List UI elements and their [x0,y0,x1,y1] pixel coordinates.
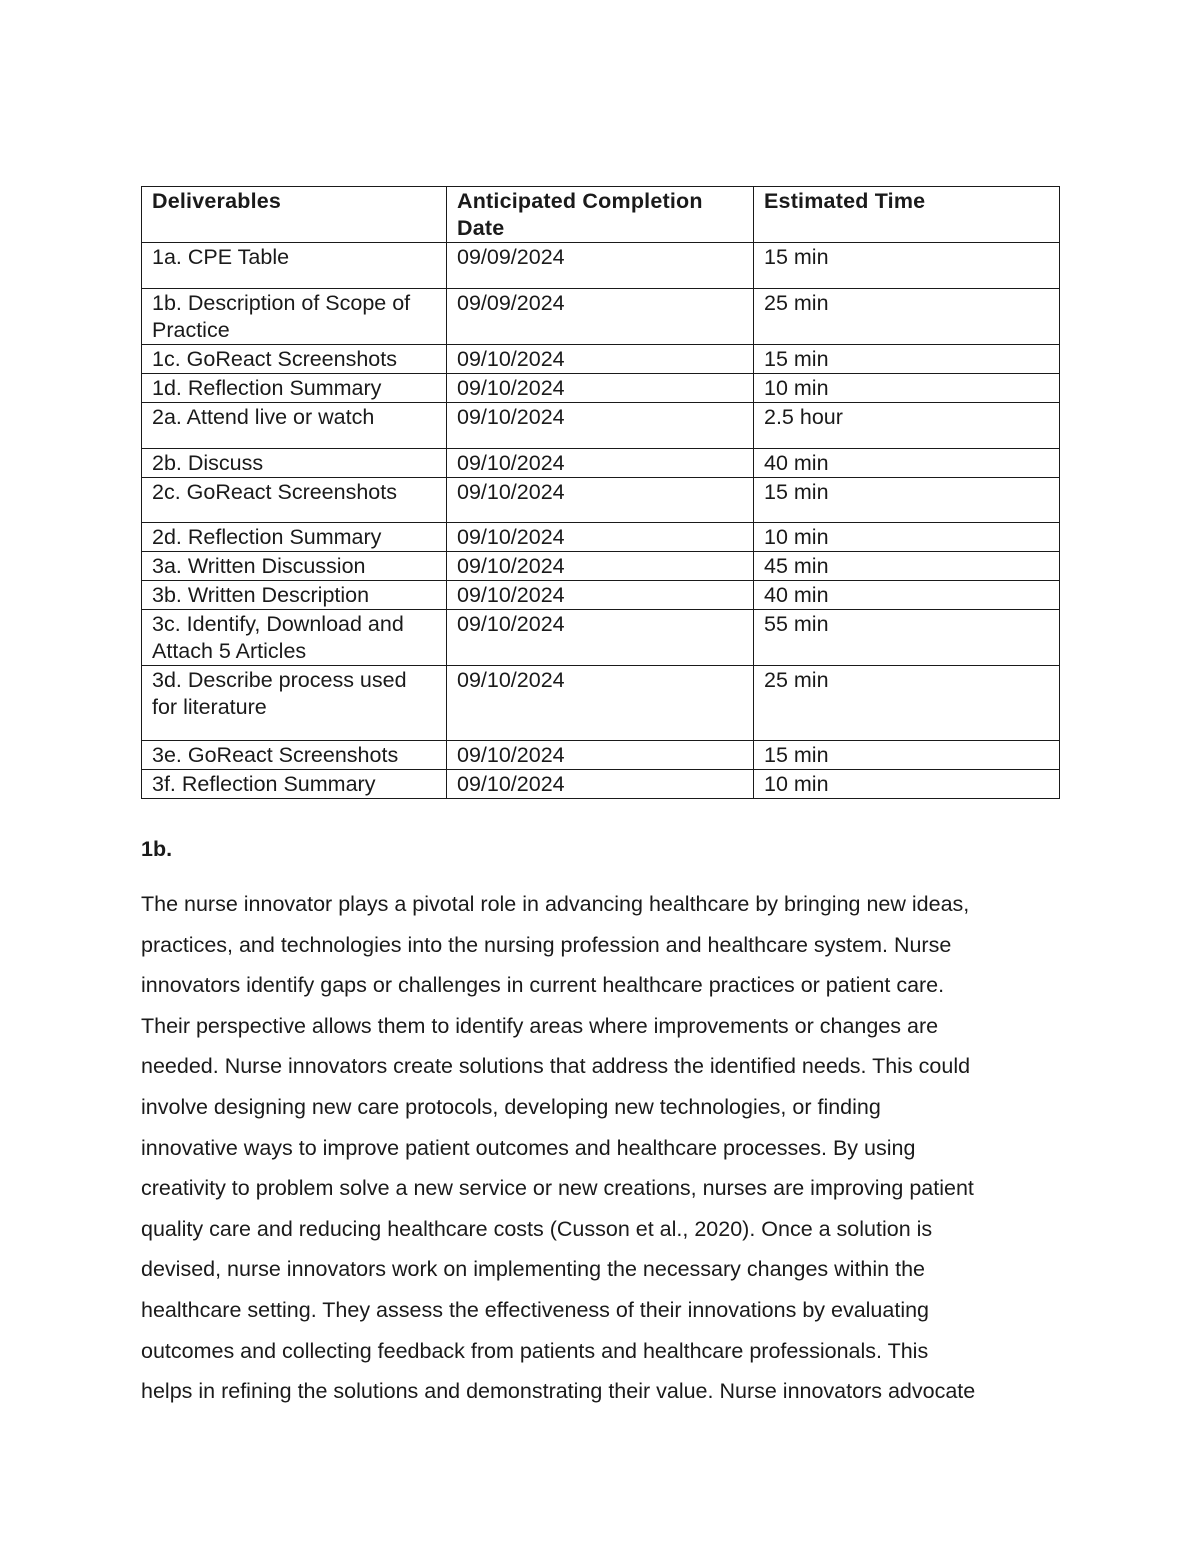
paragraph-line: healthcare setting. They assess the effectiveness of their innovations by evaluating [141,1297,930,1322]
time-cell: 55 min [754,610,1060,666]
deliverable-cell: 1c. GoReact Screenshots [142,345,447,374]
deliverable-cell: 3a. Written Discussion [142,552,447,581]
table-row [142,374,1060,403]
table-row [142,289,1060,345]
date-cell: 09/10/2024 [447,610,754,666]
deliverable-cell: 3c. Identify, Download and Attach 5 Articles [142,610,447,666]
section-heading: 1b. [141,837,173,861]
date-cell: 09/10/2024 [447,666,754,741]
paragraph-line: Their perspective allows them to identify areas where improvements or changes are [141,1013,939,1038]
body-paragraph [141,884,1061,1412]
deliverable-cell: 2b. Discuss [142,449,447,478]
time-cell: 15 min [754,741,1060,770]
time-cell: 25 min [754,666,1060,741]
time-cell: 10 min [754,523,1060,552]
table-row [142,741,1060,770]
time-cell: 15 min [754,345,1060,374]
table-row [142,552,1060,581]
table-row [142,581,1060,610]
deliverable-cell: 3f. Reflection Summary [142,770,447,799]
deliverable-cell: 2d. Reflection Summary [142,523,447,552]
paragraph-line: needed. Nurse innovators create solutions that address the identified needs. This could [141,1054,971,1079]
deliverable-cell: 3e. GoReact Screenshots [142,741,447,770]
deliverables-table [141,186,1060,799]
paragraph-line: creativity to problem solve a new service or new creations, nurses are improving patient [141,1176,974,1201]
table-row [142,243,1060,289]
time-cell: 15 min [754,478,1060,523]
paragraph-line: helps in refining the solutions and demonstrating their value. Nurse innovators advocate [141,1379,976,1404]
paragraph-line: practices, and technologies into the nursing profession and healthcare system. Nurse [141,932,952,957]
time-cell: 25 min [754,289,1060,345]
header-deliverables: Deliverables [142,187,447,243]
date-cell: 09/09/2024 [447,289,754,345]
date-cell: 09/10/2024 [447,345,754,374]
date-cell: 09/09/2024 [447,243,754,289]
paragraph-line: outcomes and collecting feedback from patients and healthcare professionals. This [141,1338,929,1363]
deliverable-cell: 1d. Reflection Summary [142,374,447,403]
table-row [142,610,1060,666]
table-header-row [142,187,1060,243]
time-cell: 40 min [754,581,1060,610]
table-row [142,403,1060,449]
paragraph-line: quality care and reducing healthcare costs (Cusson et al., 2020). Once a solution is [141,1216,933,1241]
table-row [142,449,1060,478]
time-cell: 10 min [754,770,1060,799]
deliverable-cell: 2c. GoReact Screenshots [142,478,447,523]
date-cell: 09/10/2024 [447,523,754,552]
header-estimated-time: Estimated Time [754,187,1060,243]
table-row [142,478,1060,523]
paragraph-line: innovative ways to improve patient outcomes and healthcare processes. By using [141,1135,916,1160]
paragraph-line: The nurse innovator plays a pivotal role in advancing healthcare by bringing new ideas, [141,892,970,916]
date-cell: 09/10/2024 [447,374,754,403]
deliverable-cell: 2a. Attend live or watch [142,403,447,449]
date-cell: 09/10/2024 [447,449,754,478]
time-cell: 40 min [754,449,1060,478]
time-cell: 2.5 hour [754,403,1060,449]
date-cell: 09/10/2024 [447,741,754,770]
date-cell: 09/10/2024 [447,770,754,799]
time-cell: 10 min [754,374,1060,403]
deliverable-cell: 3b. Written Description [142,581,447,610]
time-cell: 15 min [754,243,1060,289]
date-cell: 09/10/2024 [447,403,754,449]
table-row [142,345,1060,374]
table-row [142,770,1060,799]
date-cell: 09/10/2024 [447,478,754,523]
paragraph-line: devised, nurse innovators work on implementing the necessary changes within the [141,1257,925,1282]
date-cell: 09/10/2024 [447,581,754,610]
table-row [142,523,1060,552]
table-row [142,666,1060,741]
paragraph-line: innovators identify gaps or challenges in current healthcare practices or patient care. [141,973,945,998]
deliverable-cell: 3d. Describe process used for literature [142,666,447,741]
date-cell: 09/10/2024 [447,552,754,581]
deliverable-cell: 1b. Description of Scope of Practice [142,289,447,345]
header-completion-date: Anticipated Completion Date [447,187,754,243]
paragraph-line: involve designing new care protocols, developing new technologies, or finding [141,1094,881,1119]
time-cell: 45 min [754,552,1060,581]
deliverable-cell: 1a. CPE Table [142,243,447,289]
